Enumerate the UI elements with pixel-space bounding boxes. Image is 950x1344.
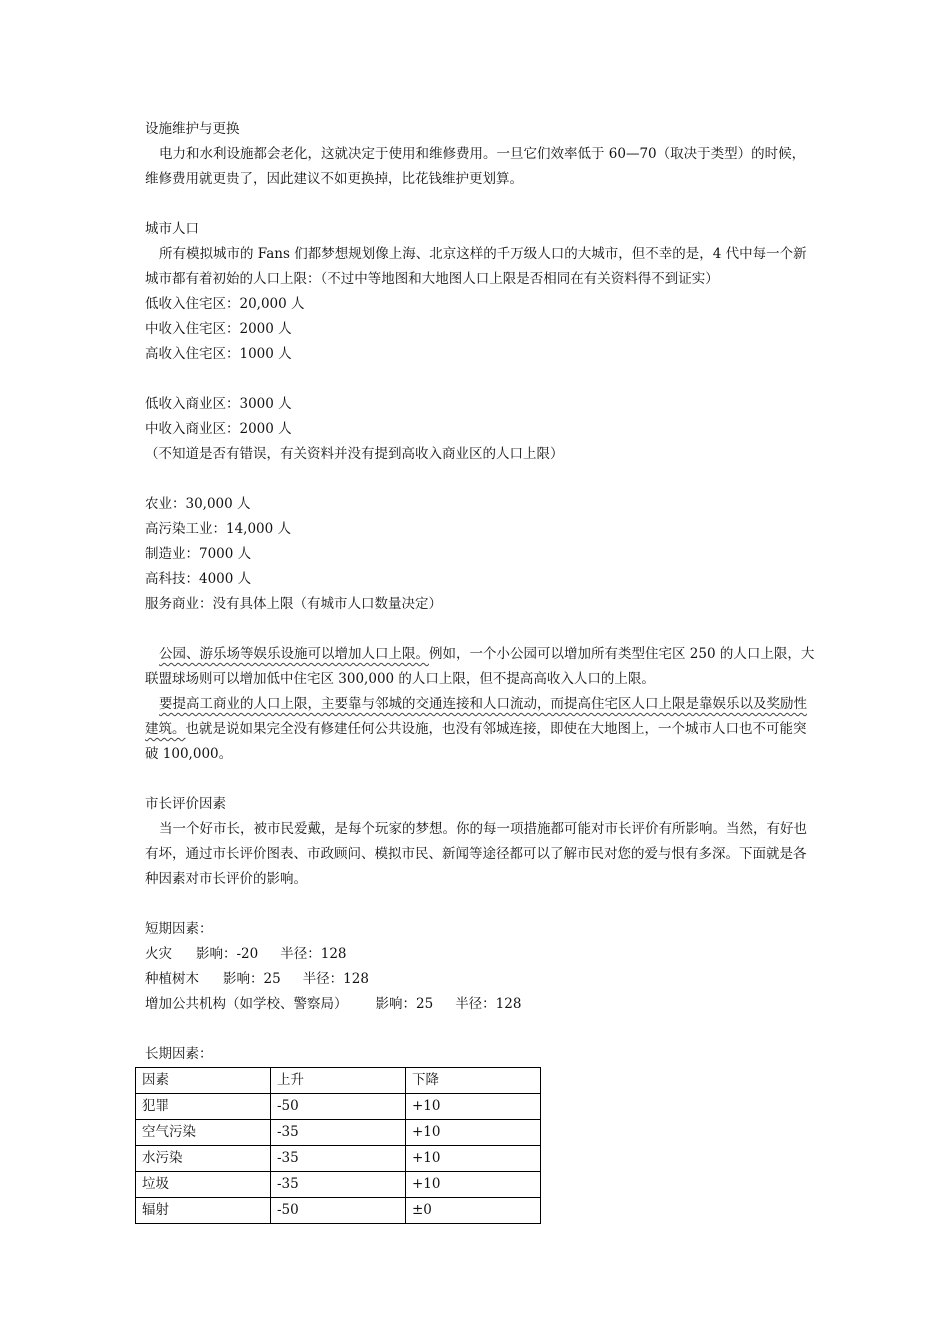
paragraph-text: 也就是说如果完全没有修建任何公共设施，也没有邻城连接，即使在大地图上，一个城市人口也不可能突破 100,000。 xyxy=(145,721,807,762)
table-cell: 空气污染 xyxy=(136,1120,271,1146)
limit-residential-mid: 中收入住宅区：2000 人 xyxy=(145,321,292,337)
table-cell: -35 xyxy=(271,1146,406,1172)
table-header-cell: 下降 xyxy=(406,1068,541,1094)
short-term-item xyxy=(145,967,815,992)
table-row xyxy=(136,1172,541,1198)
table-header-row xyxy=(136,1068,541,1094)
table-cell: 犯罪 xyxy=(136,1094,271,1120)
table-cell: -50 xyxy=(271,1198,406,1224)
table-row xyxy=(136,1120,541,1146)
table-cell: +10 xyxy=(406,1120,541,1146)
table-row xyxy=(136,1198,541,1224)
limit-manufacturing: 制造业：7000 人 xyxy=(145,546,252,562)
factor-radius: 半径：128 xyxy=(302,971,369,987)
section-heading-mayor-rating: 市长评价因素 xyxy=(145,796,226,812)
limit-commercial-mid: 中收入商业区：2000 人 xyxy=(145,421,292,437)
document-page xyxy=(142,117,815,1224)
table-cell: 垃圾 xyxy=(136,1172,271,1198)
paragraph-recreation xyxy=(145,642,815,692)
factor-name: 种植树木 xyxy=(145,971,199,987)
paragraph-text: 例如，一个小公园可以增加所有类型住宅区 250 的人口上限，大联盟球场则可以增加低中住宅区 300,000 的人口上限，但不提高高收入人口的上限。 xyxy=(145,646,815,687)
table-cell: +10 xyxy=(406,1172,541,1198)
limit-dirty-industry: 高污染工业：14,000 人 xyxy=(145,521,292,537)
underlined-text: 要提高工商业的人口上限，主要靠与邻城的交通连接和人口流动，而提高住宅区人口上限是靠娱乐以及奖励性建筑。 xyxy=(145,696,807,737)
factor-effect: 影响：25 xyxy=(375,996,434,1012)
limit-service: 服务商业：没有具体上限（有城市人口数量决定） xyxy=(145,596,442,612)
short-term-title: 短期因素： xyxy=(145,921,213,937)
table-cell: -35 xyxy=(271,1172,406,1198)
table-cell: -35 xyxy=(271,1120,406,1146)
table-cell: +10 xyxy=(406,1094,541,1120)
table-header-cell: 上升 xyxy=(271,1068,406,1094)
paragraph-mayor-rating: 当一个好市长，被市民爱戴，是每个玩家的梦想。你的每一项措施都可能对市长评价有所影响。当然，有好也有坏，通过市长评价图表、市政顾问、模拟市民、新闻等途径都可以了解市民对您的爱与恨有多深。下面就是各种因素对市长评价的影响。 xyxy=(145,821,807,887)
table-cell: 水污染 xyxy=(136,1146,271,1172)
limit-residential-high: 高收入住宅区：1000 人 xyxy=(145,346,292,362)
short-term-item xyxy=(145,992,815,1017)
underlined-text: 公园、游乐场等娱乐设施可以增加人口上限。 xyxy=(159,646,429,662)
factor-effect: 影响：-20 xyxy=(196,946,259,962)
factor-radius: 半径：128 xyxy=(455,996,522,1012)
limit-residential-low: 低收入住宅区：20,000 人 xyxy=(145,296,305,312)
factor-name: 增加公共机构（如学校、警察局） xyxy=(145,996,348,1012)
table-row xyxy=(136,1094,541,1120)
long-term-factors-table xyxy=(135,1067,541,1224)
short-term-item xyxy=(145,942,815,967)
table-header-cell: 因素 xyxy=(136,1068,271,1094)
table-cell: +10 xyxy=(406,1146,541,1172)
table-cell: 辐射 xyxy=(136,1198,271,1224)
paragraph-maintenance: 电力和水利设施都会老化，这就决定于使用和维修费用。一旦它们效率低于 60—70（取决于类型）的时候，维修费用就更贵了，因此建议不如更换掉，比花钱维护更划算。 xyxy=(145,146,806,187)
table-cell: ±0 xyxy=(406,1198,541,1224)
limit-commercial-low: 低收入商业区：3000 人 xyxy=(145,396,292,412)
factor-radius: 半径：128 xyxy=(280,946,347,962)
commercial-note: （不知道是否有错误，有关资料并没有提到高收入商业区的人口上限） xyxy=(145,446,564,462)
table-row xyxy=(136,1146,541,1172)
paragraph-industry-limit xyxy=(145,692,815,767)
section-heading-maintenance: 设施维护与更换 xyxy=(145,121,240,137)
section-heading-population: 城市人口 xyxy=(145,221,199,237)
long-term-title: 长期因素： xyxy=(145,1046,213,1062)
limit-high-tech: 高科技：4000 人 xyxy=(145,571,252,587)
factor-effect: 影响：25 xyxy=(223,971,281,987)
paragraph-population-intro: 所有模拟城市的 Fans 们都梦想规划像上海、北京这样的千万级人口的大城市，但不幸的是，4 代中每一个新城市都有着初始的人口上限：（不过中等地图和大地图人口上限是否相同在有关资料得不到证实） xyxy=(145,246,807,287)
limit-agriculture: 农业：30,000 人 xyxy=(145,496,251,512)
factor-name: 火灾 xyxy=(145,946,172,962)
table-cell: -50 xyxy=(271,1094,406,1120)
